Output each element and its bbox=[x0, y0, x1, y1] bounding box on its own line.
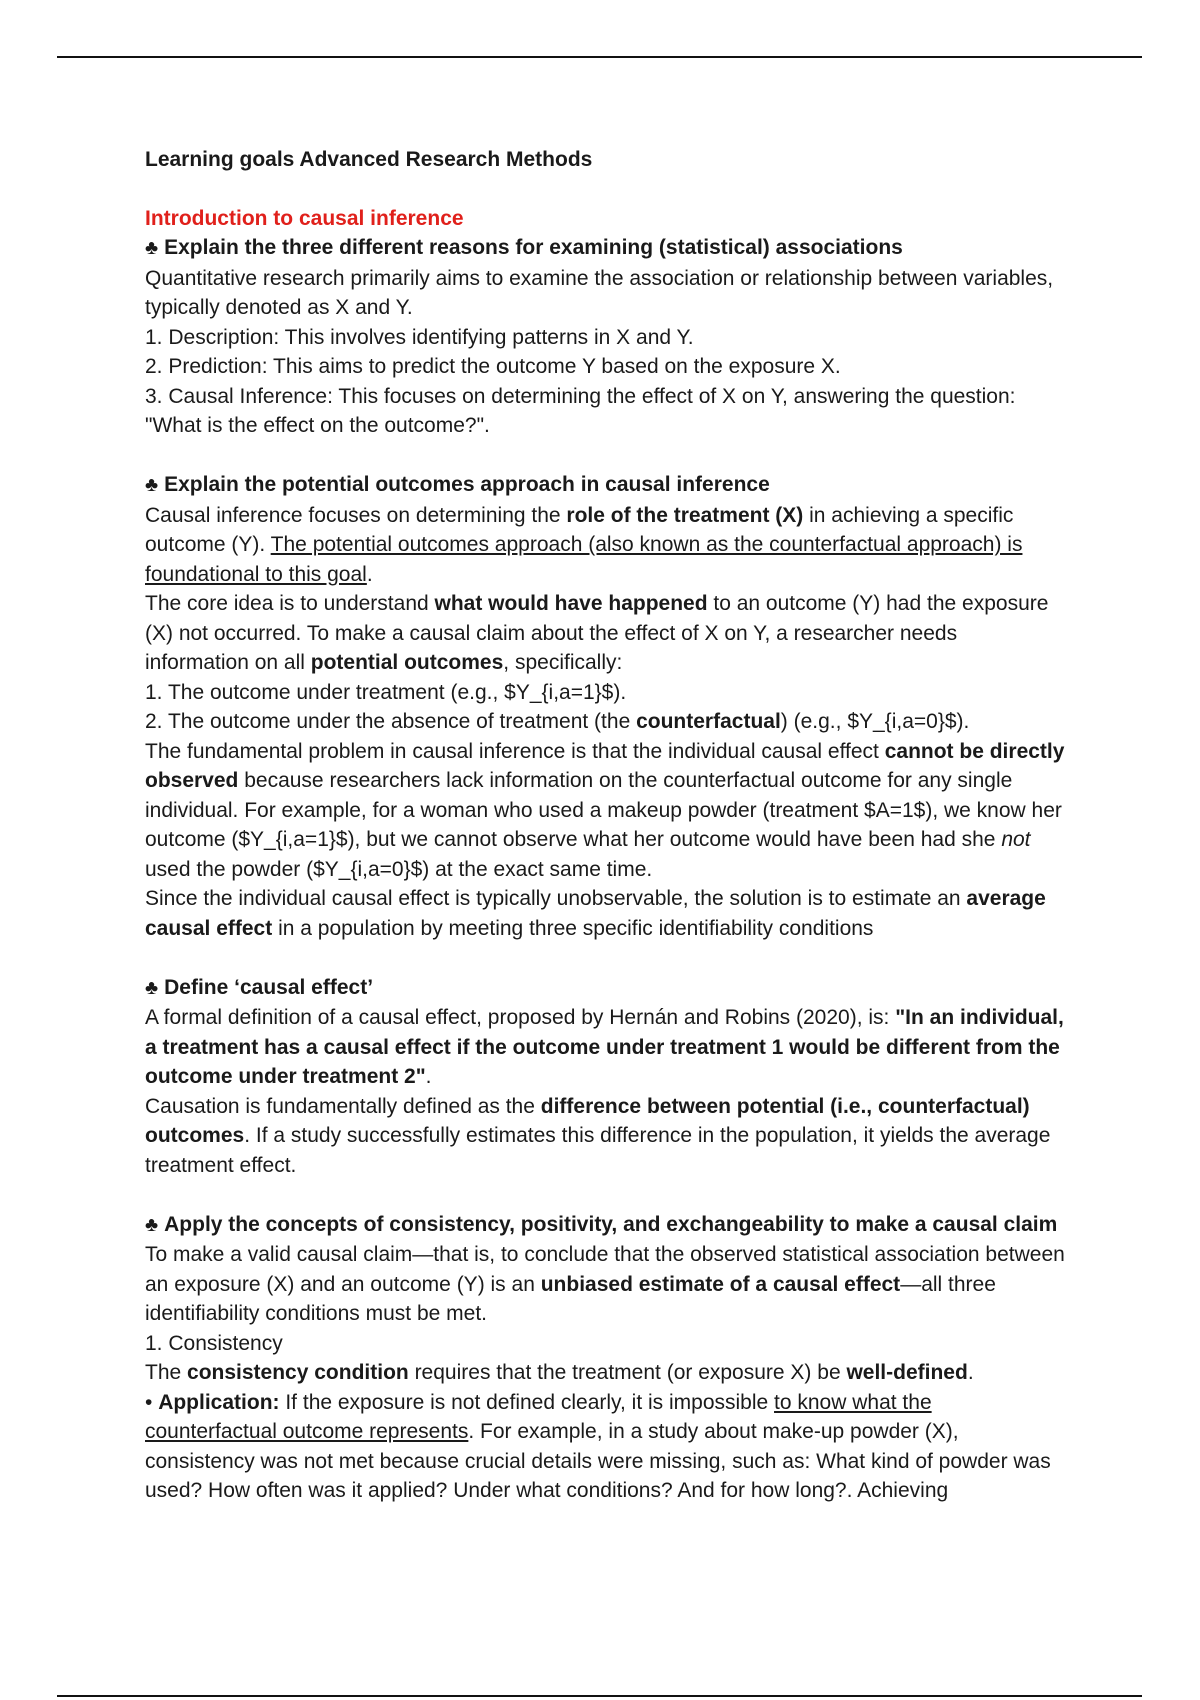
goal-heading-associations bbox=[145, 233, 1065, 264]
club-bullet-icon: ♣ bbox=[145, 1213, 159, 1236]
section-title: Introduction to causal inference bbox=[145, 206, 464, 230]
goal-heading-text: Explain the three different reasons for examining (statistical) associations bbox=[164, 236, 903, 259]
club-bullet-icon: ♣ bbox=[145, 976, 159, 999]
footer-rule bbox=[57, 1695, 1142, 1697]
paragraph: The core idea is to understand what would have happened to an outcome (Y) had the exposure (X) not occurred. To make a causal claim about the effect of X on Y, a researcher needs information on all potential outcomes, specifically: bbox=[145, 592, 1049, 674]
goal-heading-text: Apply the concepts of consistency, positivity, and exchangeability to make a causal claim bbox=[164, 1212, 1058, 1236]
list-item: 2. Prediction: This aims to predict the outcome Y based on the exposure X. bbox=[145, 355, 841, 378]
list-item: 1. The outcome under treatment (e.g., $Y_{i,a=1}$). bbox=[145, 680, 627, 704]
list-item: 2. The outcome under the absence of treatment (the counterfactual) (e.g., $Y_{i,a=0}$). bbox=[145, 710, 970, 733]
paragraph: Quantitative research primarily aims to examine the association or relationship between variables, typically denoted as X and Y. bbox=[145, 266, 1054, 319]
paragraph: The fundamental problem in causal inference is that the individual causal effect cannot be directly observed because researchers lack information on the counterfactual outcome for any single individual. For example, for a woman who used a makeup powder (treatment $A=1$), we know her outcome ($Y_{i,a=1}$), but we cannot observe what her outcome would have been had she not used the powder ($Y_{i,a=0}$) at the exact same time. bbox=[145, 739, 1065, 881]
header-rule bbox=[57, 56, 1142, 58]
page-title: Learning goals Advanced Research Methods bbox=[145, 148, 593, 171]
paragraph: The consistency condition requires that the treatment (or exposure X) be well-defined. bbox=[145, 1361, 974, 1384]
goal-heading-text: Define ‘causal effect’ bbox=[164, 975, 374, 999]
paragraph: A formal definition of a causal effect, proposed by Hernán and Robins (2020), is: "In an individual, a treatment has a causal effect if the outcome under treatment 1 would be different from the outcome under treatment 2". bbox=[145, 1006, 1064, 1088]
list-item: 1. Description: This involves identifying patterns in X and Y. bbox=[145, 325, 694, 349]
goal-heading-identifiability bbox=[145, 1210, 1065, 1241]
goal-heading-text: Explain the potential outcomes approach in causal inference bbox=[164, 473, 770, 496]
club-bullet-icon: ♣ bbox=[145, 474, 159, 496]
paragraph: Causation is fundamentally defined as the difference between potential (i.e., counterfactual) outcomes. If a study successfully estimates this difference in the population, it yields the average treatment effect. bbox=[145, 1094, 1051, 1177]
club-bullet-icon: ♣ bbox=[145, 237, 159, 259]
document-body bbox=[145, 145, 1065, 1506]
list-item: 1. Consistency bbox=[145, 1331, 283, 1355]
paragraph: Since the individual causal effect is typically unobservable, the solution is to estimate an average causal effect in a population by meeting three specific identifiability conditions bbox=[145, 887, 1046, 940]
goal-heading-causal-effect bbox=[145, 973, 1065, 1004]
goal-heading-potential-outcomes bbox=[145, 470, 1065, 501]
paragraph: Causal inference focuses on determining the role of the treatment (X) in achieving a specific outcome (Y). The potential outcomes approach (also known as the counterfactual approach) is foundational to this goal. bbox=[145, 503, 1023, 586]
paragraph: To make a valid causal claim—that is, to conclude that the observed statistical association between an exposure (X) and an outcome (Y) is an unbiased estimate of a causal effect—all three identifiability conditions must be met. bbox=[145, 1243, 1065, 1325]
bullet-paragraph: • Application: If the exposure is not defined clearly, it is impossible to know what the counterfactual outcome represents. For example, in a study about make-up powder (X), consistency was not met because crucial details were missing, such as: What kind of powder was used? How often was it applied? Under what conditions? And for how long?. Achieving bbox=[145, 1390, 1051, 1502]
list-item: 3. Causal Inference: This focuses on determining the effect of X on Y, answering the question: "What is the effect on the outcome?". bbox=[145, 384, 1016, 437]
